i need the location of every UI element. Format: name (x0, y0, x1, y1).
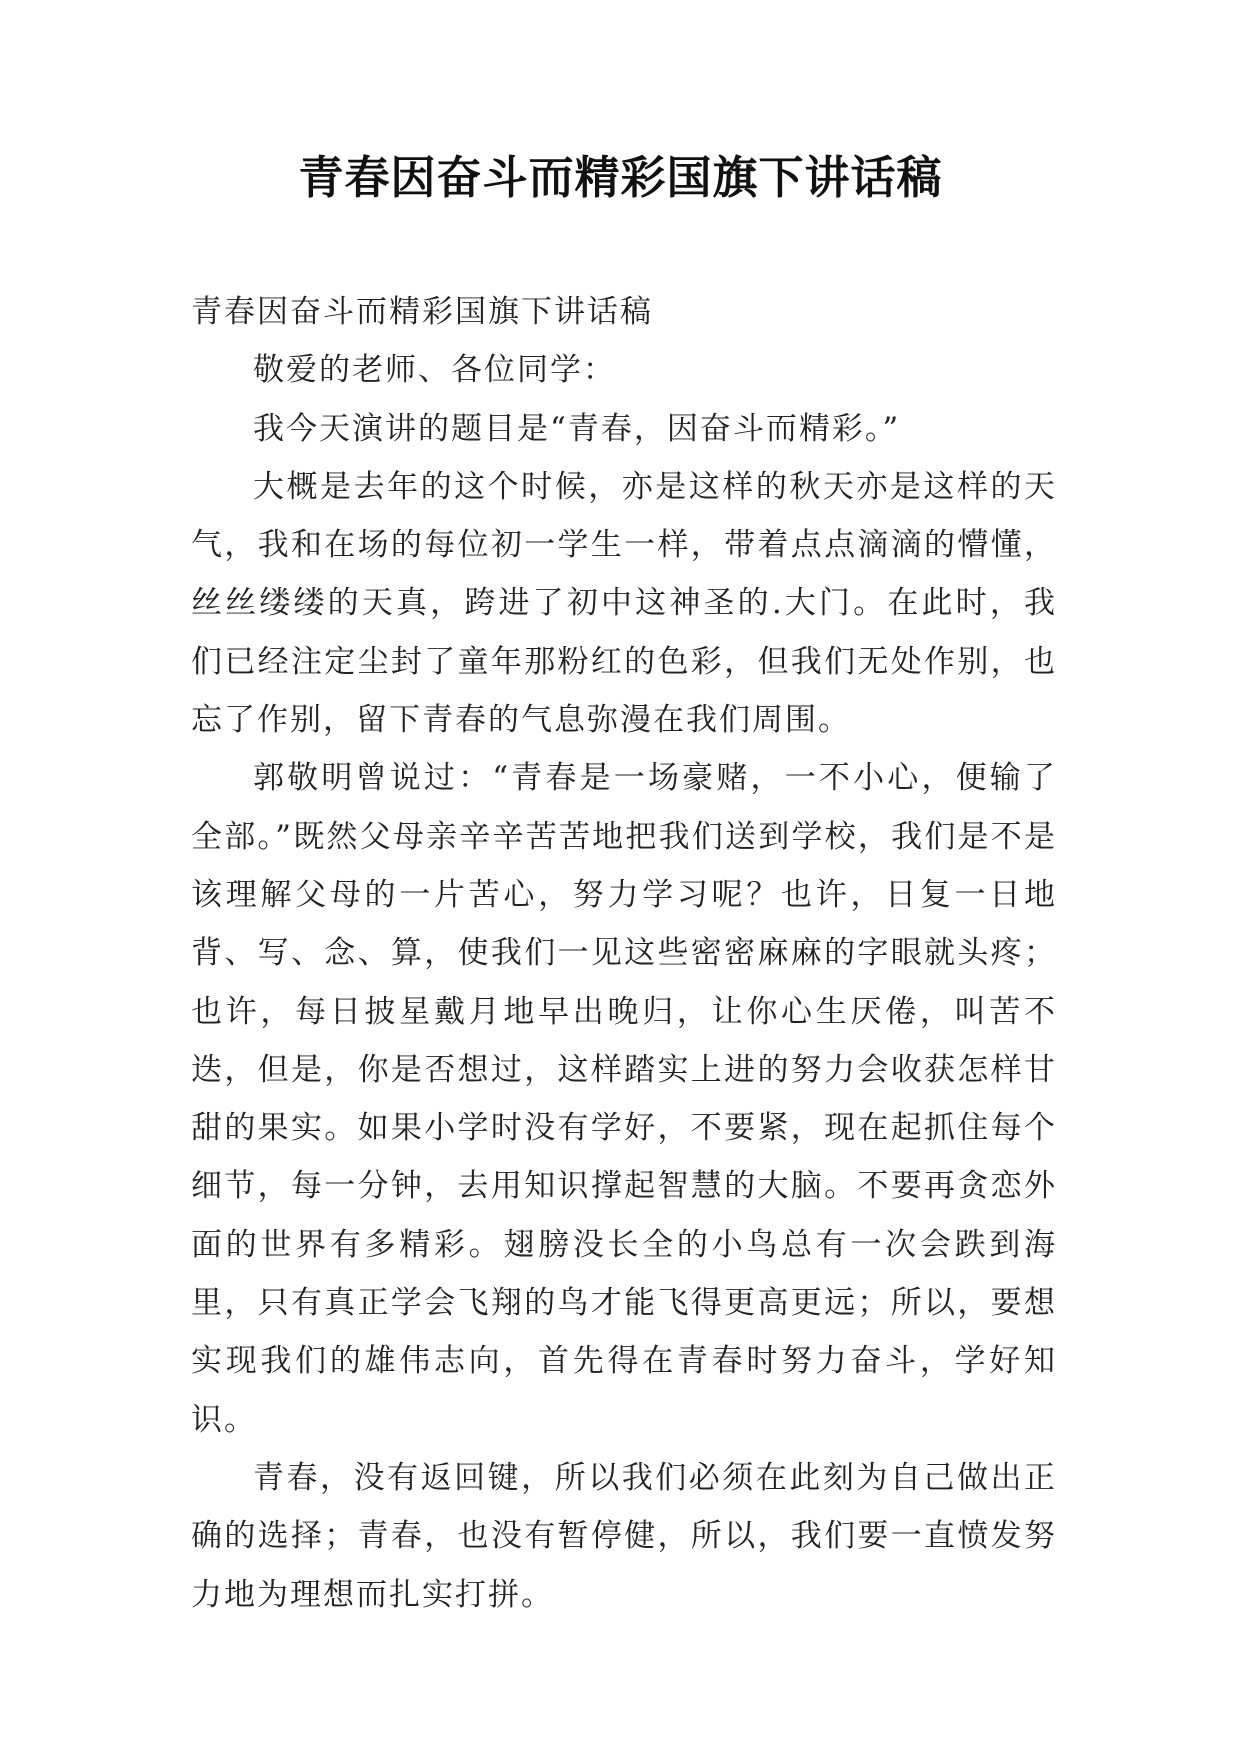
paragraph-2: 大概是去年的这个时候，亦是这样的秋天亦是这样的天气，我和在场的每位初一学生一样，带着点点滴滴的懵懂，丝丝缕缕的天真，跨进了初中这神圣的.大门。在此时，我们已经注定尘封了童年那粉红的色彩，但我们无处作别，也忘了作别，留下青春的气息弥漫在我们周围。 (191, 468, 1057, 739)
document-subtitle: 青春因奋斗而精彩国旗下讲话稿 (191, 294, 653, 330)
document-title: 青春因奋斗而精彩国旗下讲话稿 (298, 151, 943, 204)
document-body (191, 283, 1057, 1624)
paragraph-3: 郭敬明曾说过：“青春是一场豪赌，一不小心，便输了全部。”既然父母亲辛辛苦苦地把我们送到学校，我们是不是该理解父母的一片苦心，努力学习呢？也许，日复一日地背、写、念、算，使我们一见这些密密麻麻的字眼就头疼；也许，每日披星戴月地早出晚归，让你心生厌倦，叫苦不迭，但是，你是否想过，这样踏实上进的努力会收获怎样甘甜的果实。如果小学时没有学好，不要紧，现在起抓住每个细节，每一分钟，去用知识撑起智慧的大脑。不要再贪恋外面的世界有多精彩。翅膀没长全的小鸟总有一次会跌到海里，只有真正学会飞翔的鸟才能飞得更高更远；所以，要想实现我们的雄伟志向，首先得在青春时努力奋斗，学好知识。 (191, 760, 1057, 1438)
paragraph-4: 青春，没有返回键，所以我们必须在此刻为自己做出正确的选择；青春，也没有暂停健，所以，我们要一直愤发努力地为理想而扎实打拼。 (191, 1459, 1057, 1613)
greeting: 敬爱的老师、各位同学： (253, 352, 616, 389)
paragraph-1: 我今天演讲的题目是“青春，因奋斗而精彩。” (253, 410, 901, 447)
